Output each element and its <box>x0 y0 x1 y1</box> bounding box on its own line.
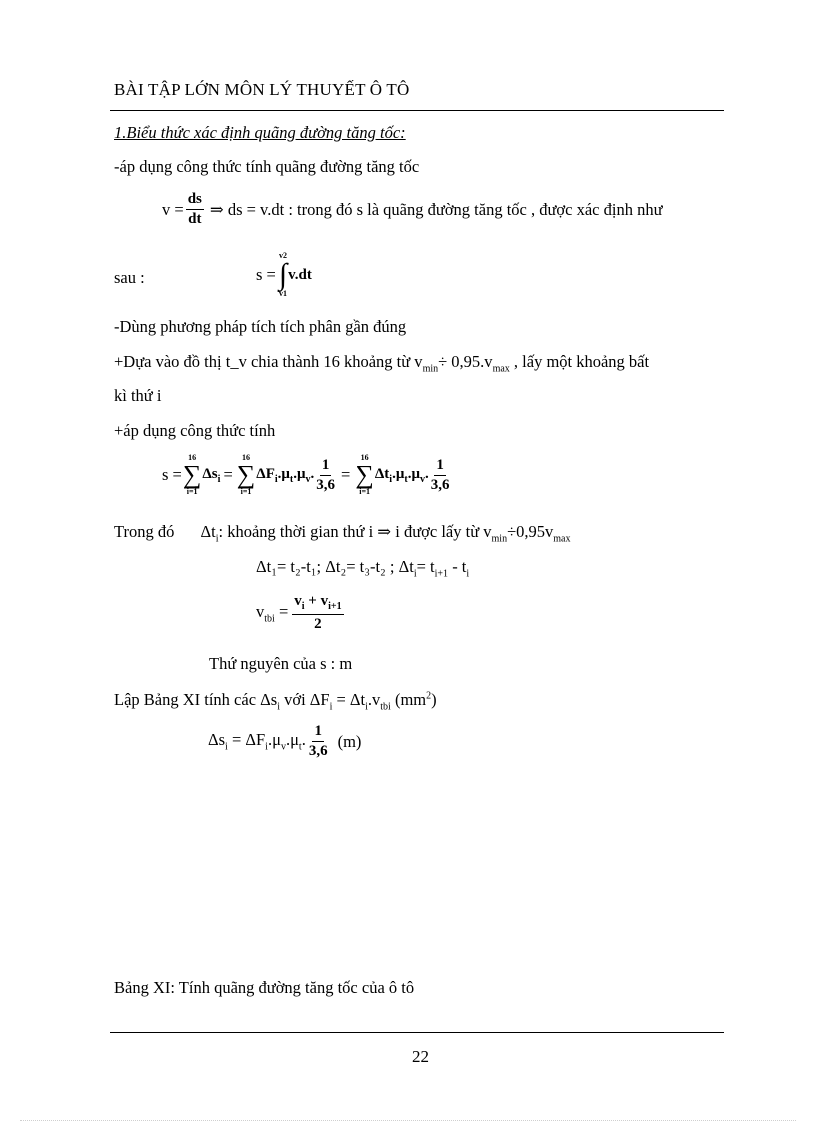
s-equals: s = <box>256 265 276 284</box>
footer-rule <box>110 1032 724 1033</box>
sigma-symbol-3: ∑ <box>355 460 374 489</box>
delta-t-definition: : khoảng thời gian thứ i ⇒ i được lấy từ v <box>218 522 492 541</box>
header-rule <box>110 110 724 111</box>
table-ref-a: Lập Bảng XI tính các Δs <box>114 690 278 709</box>
delta-t-symbol: Δt <box>200 522 216 541</box>
sum-1-upper: 16 <box>188 453 197 462</box>
integral-formula <box>256 252 312 298</box>
delta-s-fraction-denominator: 3,6 <box>308 743 328 759</box>
delta-t-term: $\Delta t_i.\mu_t.\mu_v$. <box>374 465 429 485</box>
v-min-subscript-2: min <box>491 533 508 545</box>
velocity-definition-tail: ⇒ ds = v.dt : trong đó s là quãng đường tăng tốc , được xác định như <box>209 199 663 219</box>
table-ref-b: với ΔF <box>279 690 330 709</box>
graph-line-part-a: +Dựa vào đồ thị t_v chia thành 16 khoảng từ v <box>114 352 423 371</box>
delta-s-lhs: $\Delta s_i = \Delta F_i.\mu_v.\mu_t$. <box>208 730 306 753</box>
unit-meters: (m) <box>337 731 362 751</box>
v-min-subscript: min <box>422 363 439 375</box>
graph-line-2: kì thứ i <box>114 386 162 405</box>
delta-t-list: Δt₁= t₂-t₁; Δt₂= t₃-t₂ ; $\Delta t_i= t_{i+1} - t_i$ <box>256 557 470 580</box>
sum-3-upper: 16 <box>360 453 369 462</box>
s-equals-2: s = <box>162 465 182 484</box>
sigma-symbol-2: ∑ <box>236 460 256 489</box>
delta-s-fraction <box>309 724 328 759</box>
fraction-denominator-2: 3,6 <box>430 476 450 493</box>
trong-do-line: Trong đó $\Delta t_i$: khoảng thời gian thứ i ⇒ i được lấy từ $v_{min}\div 0,95v_{max}$ <box>114 522 571 545</box>
delta-s-term: $\Delta s_i$ <box>202 465 221 485</box>
average-velocity-denominator: 2 <box>314 616 322 632</box>
units-line: Thứ nguyên của s : m <box>209 654 353 673</box>
table-ref-d: .v <box>367 690 381 709</box>
table-ref-f: ) <box>431 690 437 709</box>
section-heading: 1.Biểu thức xác định quãng đường tăng tốc: <box>114 123 406 142</box>
table-ref-c: = Δt <box>332 690 366 709</box>
graph-line <box>114 352 649 374</box>
sum-1-lower: i=1 <box>186 487 198 496</box>
sum-3 <box>355 454 374 496</box>
average-velocity-formula <box>256 594 346 632</box>
table-ref-e: (mm <box>390 690 427 709</box>
ds-dt-fraction <box>186 192 204 227</box>
sum-2 <box>237 454 256 496</box>
page-edge-dots <box>20 1120 796 1121</box>
integral-upper: v2 <box>278 251 287 260</box>
average-velocity-fraction <box>292 594 343 632</box>
page-header: BÀI TẬP LỚN MÔN LÝ THUYẾT Ô TÔ <box>114 80 410 99</box>
graph-line-part-c: , lấy một khoảng bất <box>509 352 650 371</box>
fraction-numerator: 1 <box>320 458 332 476</box>
integral-lower: v1 <box>278 289 287 298</box>
integral-symbol: ∫ <box>278 258 288 291</box>
dt-denominator: dt <box>188 211 202 227</box>
ds-numerator: ds <box>186 192 204 210</box>
fraction-denominator: 3,6 <box>316 476 336 493</box>
fraction-numerator-2: 1 <box>434 458 446 476</box>
trong-do-label: Trong đó <box>114 522 175 541</box>
sum-1 <box>183 454 202 496</box>
sau-label: sau : <box>114 268 145 287</box>
v-max-subscript: max <box>492 363 510 375</box>
delta-f-term: $\Delta F_i.\mu_t.\mu_v$. <box>256 465 315 485</box>
delta-t-range: ÷0,95v <box>507 522 554 541</box>
summation-formula: s = 16 ∑ i=1 $\Delta s_i$ = 16 ∑ i=1 $\Delta F_i.\mu_t.\mu_v$. $\frac{1}{3,6}$ = 16 ∑ i=1 $\Delta t_i.\mu_t.\mu_v$. $\frac{1}{3,6}$ <box>162 453 450 496</box>
vtbi-label: $v_{tbi}$ = <box>256 601 289 625</box>
apply-line: +áp dụng công thức tính <box>114 421 276 440</box>
average-velocity-numerator: $v_i + v_{i+1}$ <box>292 594 343 615</box>
mm-squared: 2 <box>426 690 432 702</box>
integral-sign <box>279 252 287 298</box>
v-equals: v = <box>162 199 184 219</box>
table-caption: Bảng XI: Tính quãng đường tăng tốc của ô tô <box>114 978 415 997</box>
table-reference-line: Lập Bảng XI tính các $\Delta s_i$ với $\Delta F_i = \Delta t_i.v_{tbi}$ $(mm^2)$ <box>114 690 437 713</box>
graph-line-part-b: ÷ 0,95.v <box>438 352 493 371</box>
delta-s-fraction-numerator: 1 <box>312 724 324 742</box>
intro-line: -áp dụng công thức tính quãng đường tăng tốc <box>114 157 420 176</box>
velocity-definition <box>162 192 663 227</box>
v-max-subscript-2: max <box>553 533 571 545</box>
delta-t-list-c: - t <box>448 557 467 576</box>
one-over-3-6-fraction <box>316 458 335 493</box>
integrand: v.dt <box>288 266 312 283</box>
one-over-3-6-fraction-2 <box>431 458 450 493</box>
sigma-symbol: ∑ <box>182 460 202 489</box>
delta-s-formula <box>208 724 361 759</box>
sum-3-lower: i=1 <box>359 487 370 496</box>
method-line: -Dùng phương pháp tích tích phân gần đúng <box>114 317 407 336</box>
sum-2-upper: 16 <box>242 453 251 462</box>
delta-t-list-a: Δt₁= t₂-t₁; Δt₂= t₃-t₂ ; Δt <box>256 557 414 576</box>
page-number: 22 <box>412 1047 429 1066</box>
tbi-subscript: tbi <box>380 701 391 713</box>
delta-t-list-b: = t <box>416 557 435 576</box>
sum-2-lower: i=1 <box>240 487 252 496</box>
